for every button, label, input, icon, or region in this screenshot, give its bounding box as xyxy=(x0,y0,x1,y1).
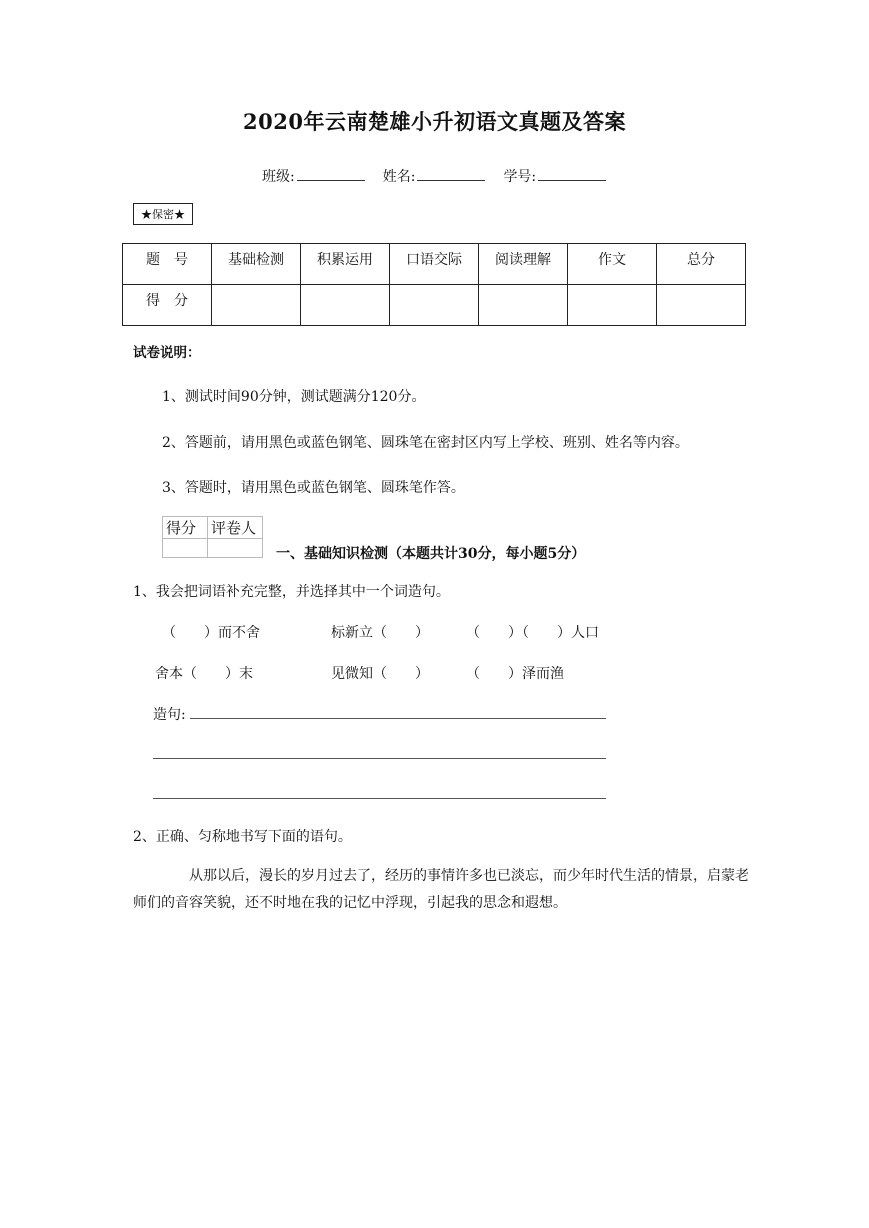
score-cell[interactable] xyxy=(301,285,390,326)
class-blank[interactable] xyxy=(297,168,365,181)
student-id-label: 学号: xyxy=(503,169,537,185)
column-header: 阅读理解 xyxy=(479,244,568,285)
idiom-blank-item[interactable]: 标新立（ ） xyxy=(331,625,429,641)
copy-passage: 从那以后，漫长的岁月过去了，经历的事情许多也已淡忘，而少年时代生活的情景，启蒙老师们的音容笑貌，还不时地在我的记忆中浮现，引起我的思念和遐想。 xyxy=(133,868,749,911)
column-header: 作文 xyxy=(568,244,657,285)
secret-badge: ★保密★ xyxy=(133,203,193,225)
sentence-label: 造句: xyxy=(153,707,186,723)
column-header: 口语交际 xyxy=(390,244,479,285)
score-cell[interactable] xyxy=(479,285,568,326)
sentence-answer-line[interactable] xyxy=(153,758,606,759)
name-label: 姓名: xyxy=(382,169,416,185)
column-header: 基础检测 xyxy=(212,244,301,285)
grader-name-cell[interactable] xyxy=(208,539,263,558)
score-cell[interactable] xyxy=(568,285,657,326)
score-table-header-row xyxy=(123,244,746,285)
part1-heading: 一、基础知识检测（本题共计30分，每小题5分） xyxy=(276,546,586,562)
class-label: 班级: xyxy=(262,169,295,185)
sentence-answer-line[interactable] xyxy=(190,718,606,719)
score-cell[interactable] xyxy=(657,285,746,326)
instructions-heading: 试卷说明： xyxy=(133,345,201,361)
instruction-item: 3、答题时，请用黑色或蓝色钢笔、圆珠笔作答。 xyxy=(162,480,465,496)
idiom-blank-item[interactable]: （ ）而不舍 xyxy=(162,625,260,641)
class-field[interactable] xyxy=(262,166,365,186)
student-id-blank[interactable] xyxy=(538,168,606,181)
score-cell[interactable] xyxy=(212,285,301,326)
name-blank[interactable] xyxy=(417,168,485,181)
score-cell[interactable] xyxy=(390,285,479,326)
idiom-blank-item[interactable]: 舍本（ ）末 xyxy=(155,666,253,682)
question-1-prompt: 1、我会把词语补充完整，并选择其中一个词造句。 xyxy=(133,584,450,600)
instruction-item: 2、答题前，请用黑色或蓝色钢笔、圆珠笔在密封区内写上学校、班别、姓名等内容。 xyxy=(162,435,689,451)
idiom-blank-item[interactable]: 见微知（ ） xyxy=(331,666,429,682)
grader-box xyxy=(162,516,263,558)
name-field[interactable] xyxy=(383,166,486,186)
question-2-prompt: 2、正确、匀称地书写下面的语句。 xyxy=(133,829,352,845)
page-title: 2020年云南楚雄小升初语文真题及答案 xyxy=(243,109,626,134)
row-header-score: 得 分 xyxy=(123,285,212,326)
grader-score-label: 得分 xyxy=(163,517,208,539)
student-id-field[interactable] xyxy=(503,166,606,186)
column-header: 积累运用 xyxy=(301,244,390,285)
sentence-answer-line[interactable] xyxy=(153,798,606,799)
student-info-row xyxy=(262,166,606,186)
score-table xyxy=(122,243,746,326)
grader-score-cell[interactable] xyxy=(163,539,208,558)
row-header-question-number: 题 号 xyxy=(123,244,212,285)
grader-name-label: 评卷人 xyxy=(208,517,263,539)
idiom-blank-item[interactable]: （ ）（ ）人口 xyxy=(466,625,599,641)
column-header: 总分 xyxy=(657,244,746,285)
instruction-item: 1、测试时间90分钟，测试题满分120分。 xyxy=(162,389,426,405)
score-table-score-row xyxy=(123,285,746,326)
idiom-blank-item[interactable]: （ ）泽而渔 xyxy=(466,666,564,682)
